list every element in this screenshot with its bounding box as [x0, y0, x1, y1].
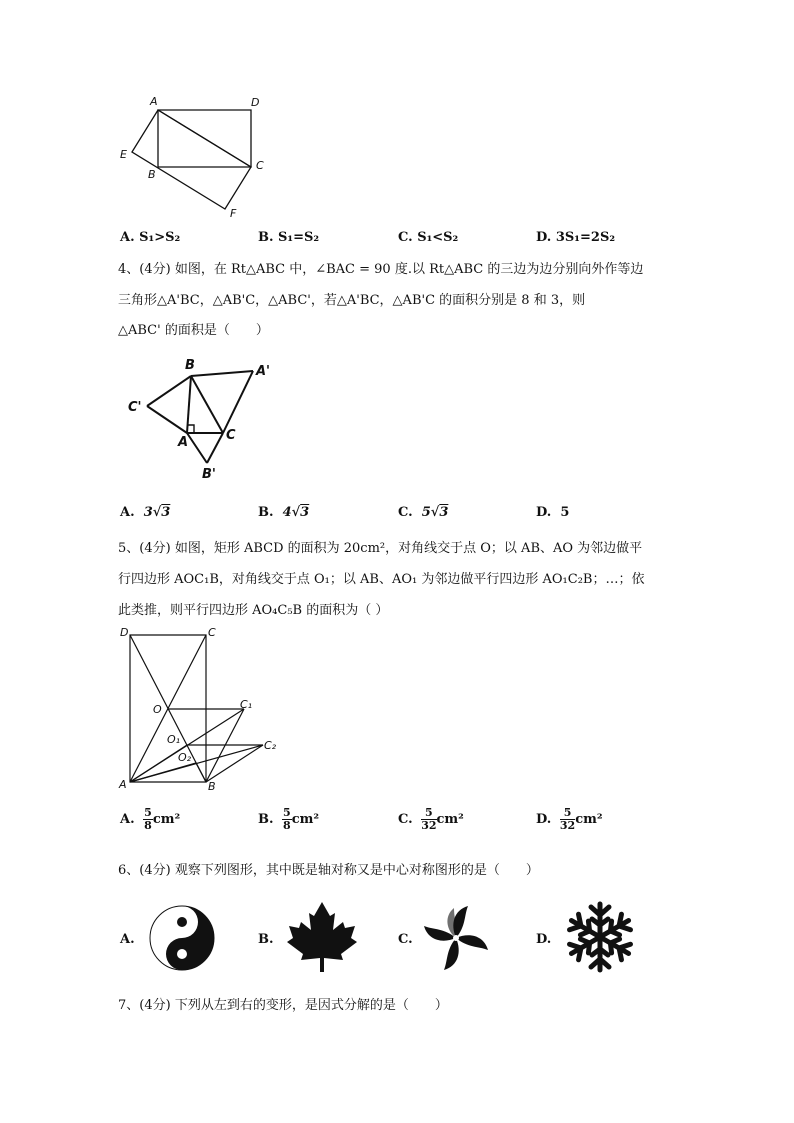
maple-leaf-icon: [285, 900, 359, 974]
q5-label-d: D: [120, 626, 129, 639]
q4-text-line-2: 三角形△A'BC，△AB'C，△ABC'，若△A'BC，△AB'C 的面积分别是 8 和 3，则: [118, 293, 586, 308]
q4-text-line-3: △ABC' 的面积是（ ）: [118, 323, 269, 338]
q6-option-b[interactable]: B.: [258, 932, 274, 947]
q4-option-a[interactable]: A. 3√3: [120, 505, 171, 520]
q5-label-b: B: [208, 780, 216, 793]
yin-yang-icon: [148, 904, 216, 972]
q5-label-c2: C₂: [264, 739, 277, 752]
q5-label-c1: C₁: [240, 698, 253, 711]
q5-option-c-fraction: $\frac{5}{32}$: [421, 806, 437, 832]
bauhinia-flower-icon: [420, 902, 492, 974]
q5-option-a-fraction: $\frac{5}{8}$: [144, 806, 152, 832]
q3-option-c[interactable]: C. S₁<S₂: [398, 230, 459, 245]
q5-figure: [118, 625, 288, 795]
q7-text-line-1: 7、(4分) 下列从左到右的变形，是因式分解的是（ ）: [118, 998, 448, 1013]
q3-figure: [115, 92, 285, 222]
q4-label-b: B: [185, 358, 195, 373]
q4-text-line-1: 4、(4分) 如图，在 Rt△ABC 中，∠BAC = 90 度.以 Rt△ABC 的三边为边分别向外作等边: [118, 262, 644, 277]
q5-label-c: C: [208, 626, 216, 639]
q5-option-d[interactable]: D. $\frac{5}{32}$ cm²: [536, 806, 603, 832]
q3-label-d: D: [251, 96, 260, 109]
q5-text-line-1: 5、(4分) 如图，矩形 ABCD 的面积为 20cm²，对角线交于点 O；以 AB、AO 为邻边做平: [118, 541, 643, 556]
q3-label-e: E: [120, 148, 127, 161]
q3-label-f: F: [230, 207, 237, 220]
q5-label-o: O: [153, 703, 162, 716]
q5-label-o1: O₁: [167, 733, 181, 746]
q4-label-c-prime: C': [128, 400, 142, 415]
q3-option-a[interactable]: A. S₁>S₂: [120, 230, 181, 245]
q4-label-a-prime: A': [256, 364, 271, 379]
q3-label-a: A: [150, 95, 158, 108]
q5-option-b-fraction: $\frac{5}{8}$: [283, 806, 291, 832]
q3-option-d[interactable]: D. 3S₁=2S₂: [536, 230, 616, 245]
q5-label-o2: O₂: [178, 751, 192, 764]
q5-option-a[interactable]: A. $\frac{5}{8}$ cm²: [120, 806, 181, 832]
q3-label-c: C: [256, 159, 264, 172]
q5-label-a: A: [119, 778, 127, 791]
q3-option-b[interactable]: B. S₁=S₂: [258, 230, 320, 245]
q6-option-a[interactable]: A.: [120, 932, 135, 947]
q3-label-b: B: [148, 168, 156, 181]
q4-option-c[interactable]: C. 5√3: [398, 505, 449, 520]
q5-text-line-2: 行四边形 AOC₁B，对角线交于点 O₁；以 AB、AO₁ 为邻边做平行四边形 AO₁C₂B；…；依: [118, 572, 645, 587]
q4-label-c: C: [226, 428, 236, 443]
q4-label-b-prime: B': [202, 467, 216, 482]
q6-text-line-1: 6、(4分) 观察下列图形，其中既是轴对称又是中心对称图形的是（ ）: [118, 863, 539, 878]
q4-option-d[interactable]: D. 5: [536, 505, 570, 520]
q5-text-line-3: 此类推，则平行四边形 AO₄C₅B 的面积为（ ）: [118, 603, 389, 618]
q4-option-b[interactable]: B. 4√3: [258, 505, 310, 520]
q6-option-c[interactable]: C.: [398, 932, 413, 947]
q5-option-d-fraction: $\frac{5}{32}$: [559, 806, 576, 832]
snowflake-icon: [563, 900, 637, 974]
q4-label-a: A: [178, 435, 189, 450]
q5-option-c[interactable]: C. $\frac{5}{32}$ cm²: [398, 806, 464, 832]
q6-option-d[interactable]: D.: [536, 932, 552, 947]
q5-option-b[interactable]: B. $\frac{5}{8}$ cm²: [258, 806, 320, 832]
